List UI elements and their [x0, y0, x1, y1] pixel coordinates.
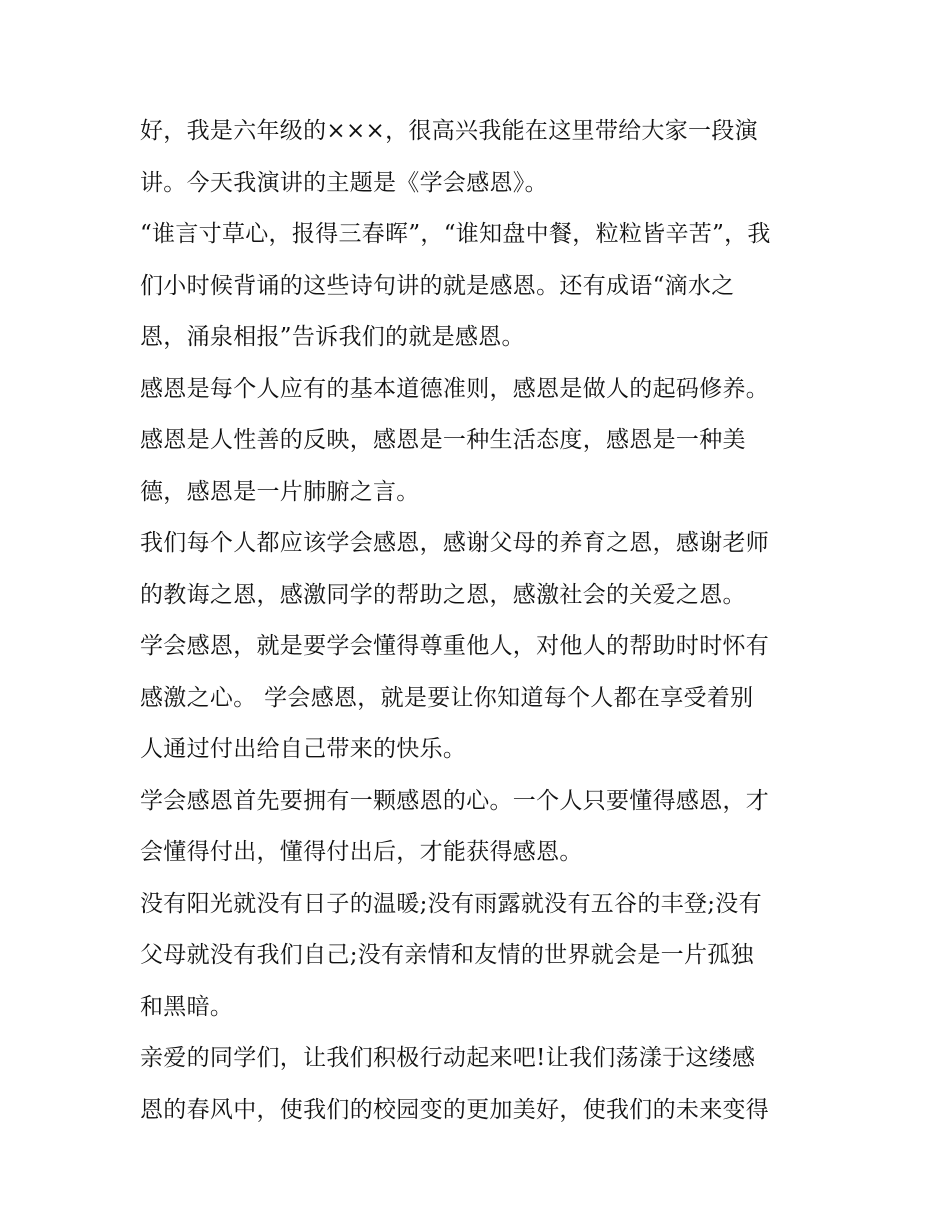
text-line: 学会感恩，就是要学会懂得尊重他人，对他人的帮助时时怀有	[140, 633, 770, 659]
text-line: 讲。今天我演讲的主题是《学会感恩》。	[140, 169, 548, 196]
text-line: 感恩是每个人应有的基本道德准则，感恩是做人的起码修养。	[140, 375, 770, 402]
paragraph-intro	[140, 106, 820, 209]
text-line: 父母就没有我们自己;没有亲情和友情的世界就会是一片孤独	[140, 942, 754, 968]
text-line: 我们每个人都应该学会感恩，感谢父母的养育之恩，感谢老师	[140, 530, 770, 556]
text-line: 学会感恩首先要拥有一颗感恩的心。一个人只要懂得感恩，才	[140, 787, 770, 814]
text-line: 感激之心。 学会感恩，就是要让你知道每个人都在享受着别	[140, 684, 754, 711]
text-line: 没有阳光就没有日子的温暖;没有雨露就没有五谷的丰登;没有	[140, 890, 762, 917]
paragraph-respect	[140, 621, 820, 776]
paragraph-gratitude-to-all	[140, 518, 820, 621]
text-line: 的教诲之恩，感激同学的帮助之恩，感激社会的关爱之恩。	[140, 581, 746, 608]
text-line: 恩的春风中，使我们的校园变的更加美好，使我们的未来变得	[140, 1096, 770, 1123]
text-line: 和黑暗。	[140, 993, 234, 1020]
paragraph-grateful-heart	[140, 776, 820, 879]
text-line: 们小时候背诵的这些诗句讲的就是感恩。还有成语“滴水之	[140, 272, 735, 299]
text-line: “谁言寸草心，报得三春晖”，“谁知盘中餐，粒粒皆辛苦”，我	[140, 221, 771, 247]
text-line: 亲爱的同学们，让我们积极行动起来吧!让我们荡漾于这缕感	[140, 1045, 756, 1071]
text-line: 感恩是人性善的反映，感恩是一种生活态度，感恩是一种美	[140, 427, 746, 453]
text-line: 人通过付出给自己带来的快乐。	[140, 736, 467, 762]
speech-body	[140, 106, 820, 1136]
text-line: 德，感恩是一片肺腑之言。	[140, 478, 420, 505]
text-line: 会懂得付出，懂得付出后，才能获得感恩。	[140, 839, 583, 865]
text-line: 恩，涌泉相报”告诉我们的就是感恩。	[140, 324, 525, 350]
paragraph-poems	[140, 209, 820, 364]
paragraph-morality	[140, 364, 820, 519]
paragraph-call-to-action	[140, 1033, 820, 1136]
text-line: 好，我是六年级的×××，很高兴我能在这里带给大家一段演	[140, 118, 758, 144]
paragraph-sunshine	[140, 879, 820, 1034]
